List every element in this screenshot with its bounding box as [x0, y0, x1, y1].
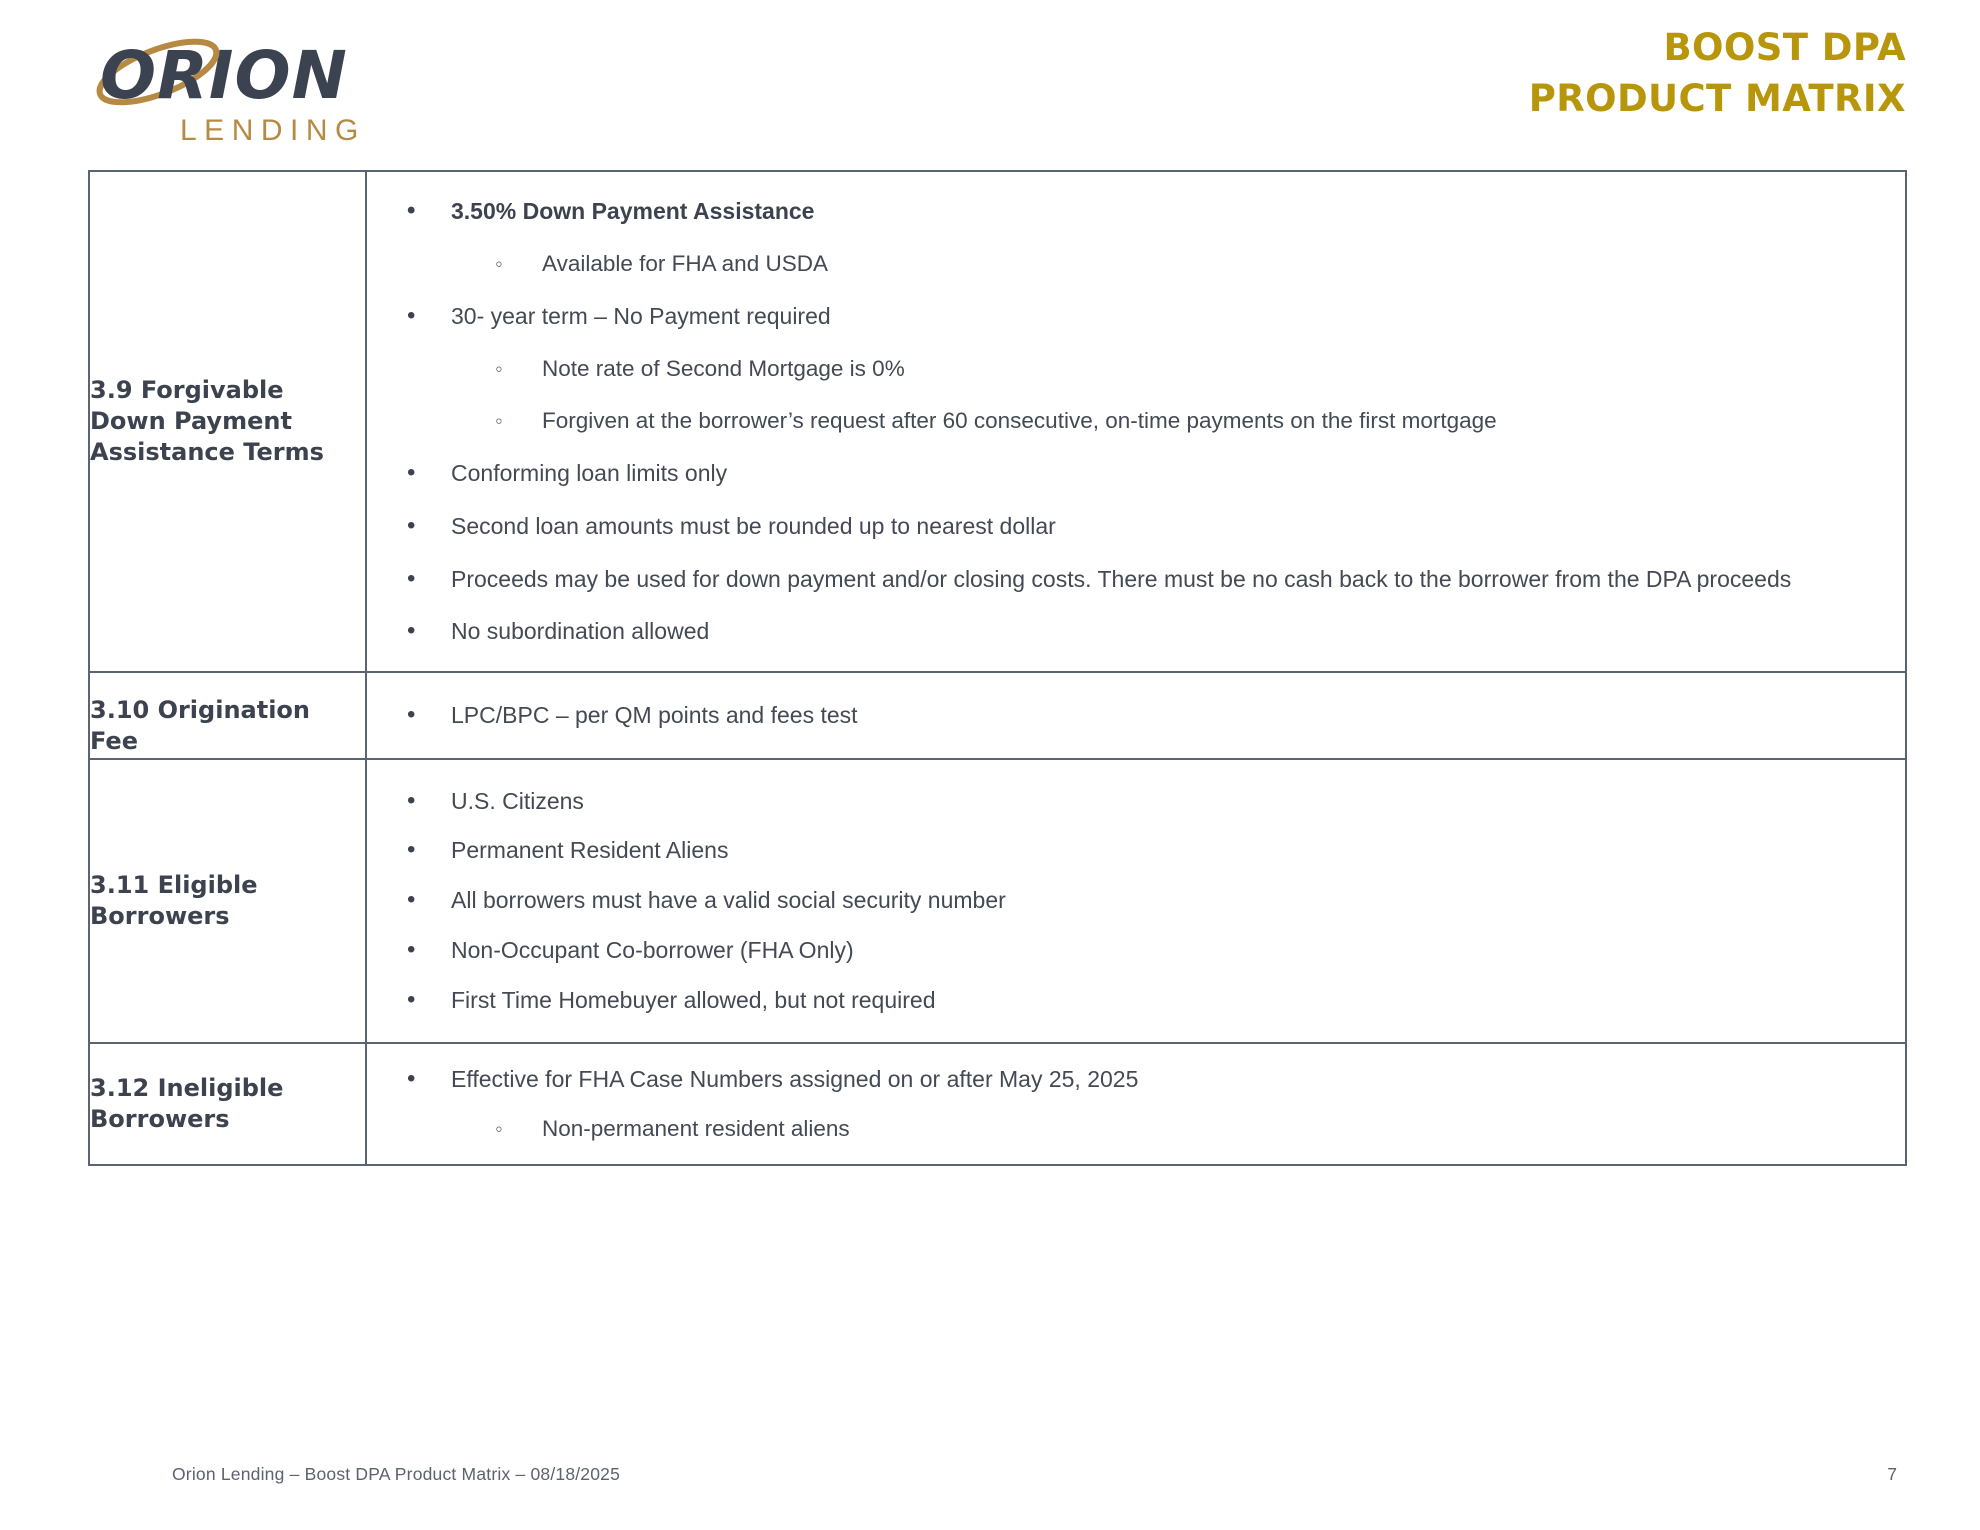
logo-subtext: LENDING [180, 114, 366, 147]
orion-logo-icon [92, 26, 382, 118]
list-item: • U.S. Citizens [367, 786, 1905, 817]
footer-page-number: 7 [1887, 1464, 1897, 1484]
list-item: • 3.50% Down Payment Assistance [367, 196, 1905, 227]
page-title [1529, 22, 1906, 124]
page-title-line-2: PRODUCT MATRIX [1528, 77, 1906, 121]
list-item: ◦ Non-permanent resident aliens [367, 1114, 1905, 1144]
row-content-3-9 [366, 171, 1906, 672]
table-row [89, 759, 1906, 1043]
row-content-3-12 [366, 1043, 1906, 1165]
logo-wordmark-text: ORION [100, 37, 348, 114]
list-item: • Proceeds may be used for down payment and/or closing costs. There must be no cash back to the borrower from the DPA proceeds [367, 564, 1905, 595]
bullet-list-3-9 [367, 172, 1905, 671]
list-item: • Permanent Resident Aliens [367, 835, 1905, 866]
list-item: • 30- year term – No Payment required [367, 301, 1905, 332]
logo-wordmark-wrap [92, 26, 382, 116]
list-item: ◦ Available for FHA and USDA [367, 249, 1905, 279]
list-item: • Second loan amounts must be rounded up to nearest dollar [367, 511, 1905, 542]
list-item: • Non-Occupant Co-borrower (FHA Only) [367, 935, 1905, 966]
row-label-3-12: 3.12 Ineligible Borrowers [89, 1043, 366, 1165]
list-item: • All borrowers must have a valid social security number [367, 885, 1905, 916]
product-matrix-body [89, 171, 1906, 1165]
list-item: • Effective for FHA Case Numbers assigned on or after May 25, 2025 [367, 1064, 1905, 1095]
page-title-line-1: BOOST DPA [1663, 26, 1906, 69]
list-item: • First Time Homebuyer allowed, but not required [367, 985, 1905, 1016]
row-label-3-10: 3.10 Origination Fee [89, 672, 366, 758]
page-footer [0, 1464, 1980, 1504]
page-header [0, 0, 1980, 165]
bullet-list-3-11 [367, 760, 1905, 1042]
row-content-3-11 [366, 759, 1906, 1043]
list-item: • Conforming loan limits only [367, 458, 1905, 489]
orion-lending-logo [92, 26, 382, 154]
row-label-3-11: 3.11 Eligible Borrowers [89, 759, 366, 1043]
row-label-3-9: 3.9 Forgivable Down Payment Assistance Terms [89, 171, 366, 672]
row-content-3-10 [366, 672, 1906, 758]
product-matrix-table [88, 170, 1907, 1166]
bullet-list-3-12 [367, 1044, 1905, 1164]
list-item: • No subordination allowed [367, 616, 1905, 647]
table-row [89, 1043, 1906, 1165]
table-row [89, 171, 1906, 672]
list-item: • LPC/BPC – per QM points and fees test [367, 700, 1905, 731]
list-item: ◦ Forgiven at the borrower’s request after 60 consecutive, on-time payments on the first mortgage [367, 406, 1905, 436]
bullet-list-3-10 [367, 700, 1905, 731]
list-item: ◦ Note rate of Second Mortgage is 0% [367, 354, 1905, 384]
footer-document-label: Orion Lending – Boost DPA Product Matrix – 08/18/2025 [172, 1464, 621, 1484]
table-row [89, 672, 1906, 758]
